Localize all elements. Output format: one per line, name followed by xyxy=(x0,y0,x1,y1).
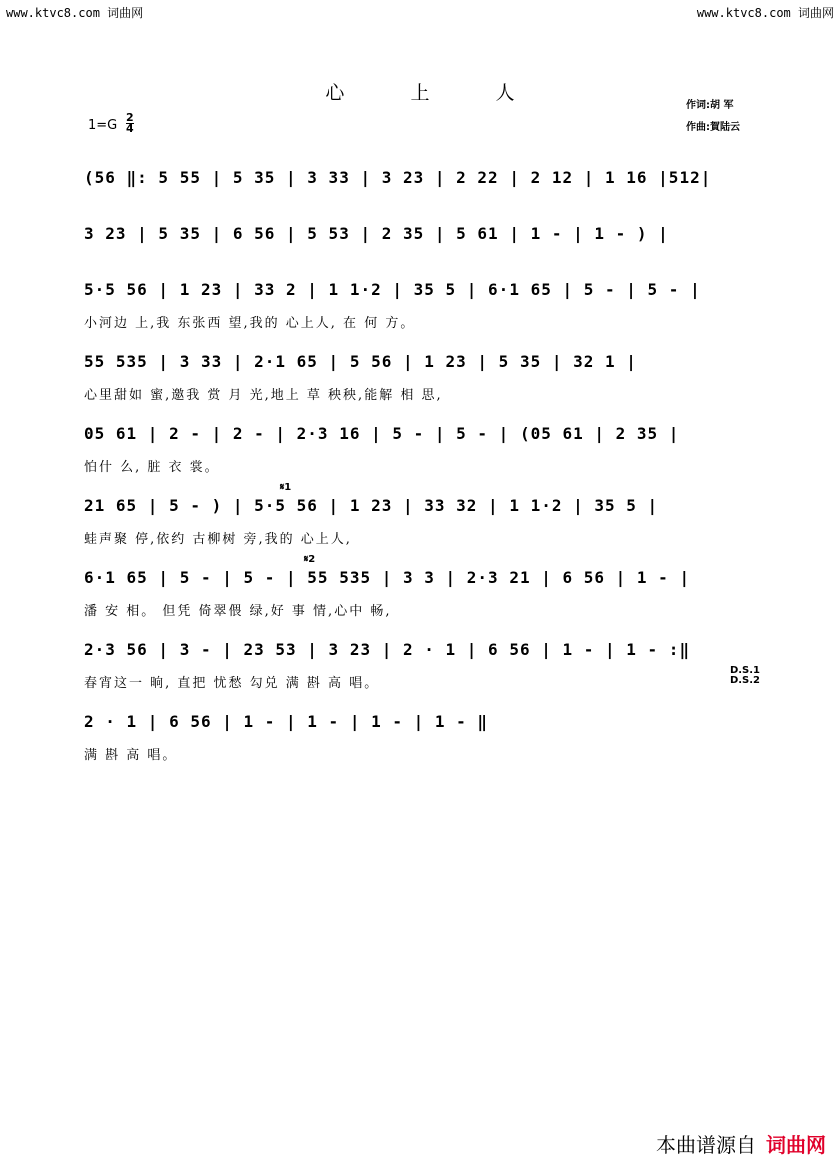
notation-line: 05 61 | 2 - | 2 - | 2·3 16 | 5 - | 5 - | (05 61 | 2 35 | xyxy=(84,424,680,443)
title-char-1: 心 xyxy=(325,82,345,104)
footer-watermark xyxy=(656,1129,826,1158)
lyric-line: 春宵这一 晌, 直把 忧愁 勾兑 满 斟 高 唱。 xyxy=(84,676,380,691)
watermark-left: www.ktvc8.com 词曲网 xyxy=(6,6,144,20)
time-signature xyxy=(126,113,134,134)
notation-line: 2 · 1 | 6 56 | 1 - | 1 - | 1 - | 1 - ‖ xyxy=(84,712,489,731)
lyric-line: 潘 安 相。 但凭 倚翠偎 绿,好 事 情,心中 畅, xyxy=(84,604,392,619)
time-signature-bottom: 4 xyxy=(126,122,134,135)
lyric-line: 满 斟 高 唱。 xyxy=(84,748,178,763)
ds-markers xyxy=(730,666,760,686)
segno-1-marker: 𝄋1 xyxy=(280,482,292,493)
lyric-line: 小河边 上,我 东张西 望,我的 心上人, 在 何 方。 xyxy=(84,316,416,331)
time-signature-top: 2 xyxy=(126,111,134,124)
title-char-2: 上 xyxy=(410,82,430,104)
lyric-line: 怕什 么, 脏 衣 裳。 xyxy=(84,460,220,475)
notation-line: 55 535 | 3 33 | 2·1 65 | 5 56 | 1 23 | 5 35 | 32 1 | xyxy=(84,352,637,371)
title-char-3: 人 xyxy=(495,82,515,104)
notation-line: (56 ‖: 5 55 | 5 35 | 3 33 | 3 23 | 2 22 | 2 12 | 1 16 |512| xyxy=(84,168,712,187)
footer-source-text: 本曲谱源自 xyxy=(656,1133,756,1157)
segno-2-marker: 𝄋2 xyxy=(304,554,316,565)
composer-credit: 作曲:賀陆云 xyxy=(686,122,740,133)
key-signature: 1=G xyxy=(88,118,118,133)
lyric-line: 心里甜如 蜜,邀我 赏 月 光,地上 草 秧秧,能解 相 思, xyxy=(84,388,443,403)
notation-line: 21 65 | 5 - ) | 5·5 56 | 1 23 | 33 32 | 1 1·2 | 35 5 | xyxy=(84,496,659,515)
lyric-line: 蛙声聚 停,依约 古柳树 旁,我的 心上人, xyxy=(84,532,352,547)
footer-site-name[interactable]: 词曲网 xyxy=(766,1133,826,1157)
watermark-right: www.ktvc8.com 词曲网 xyxy=(696,6,834,20)
lyricist-credit: 作词:胡 军 xyxy=(686,100,734,111)
ds-1-label: D.S.1 xyxy=(729,665,760,676)
notation-line: 3 23 | 5 35 | 6 56 | 5 53 | 2 35 | 5 61 | 1 - | 1 - ) | xyxy=(84,224,669,243)
ds-2-label: D.S.2 xyxy=(729,675,760,686)
notation-line: 6·1 65 | 5 - | 5 - | 55 535 | 3 3 | 2·3 21 | 6 56 | 1 - | xyxy=(84,568,691,587)
notation-line: 5·5 56 | 1 23 | 33 2 | 1 1·2 | 35 5 | 6·1 65 | 5 - | 5 - | xyxy=(84,280,701,299)
notation-line: 2·3 56 | 3 - | 23 53 | 3 23 | 2 · 1 | 6 56 | 1 - | 1 - :‖ xyxy=(84,640,691,659)
